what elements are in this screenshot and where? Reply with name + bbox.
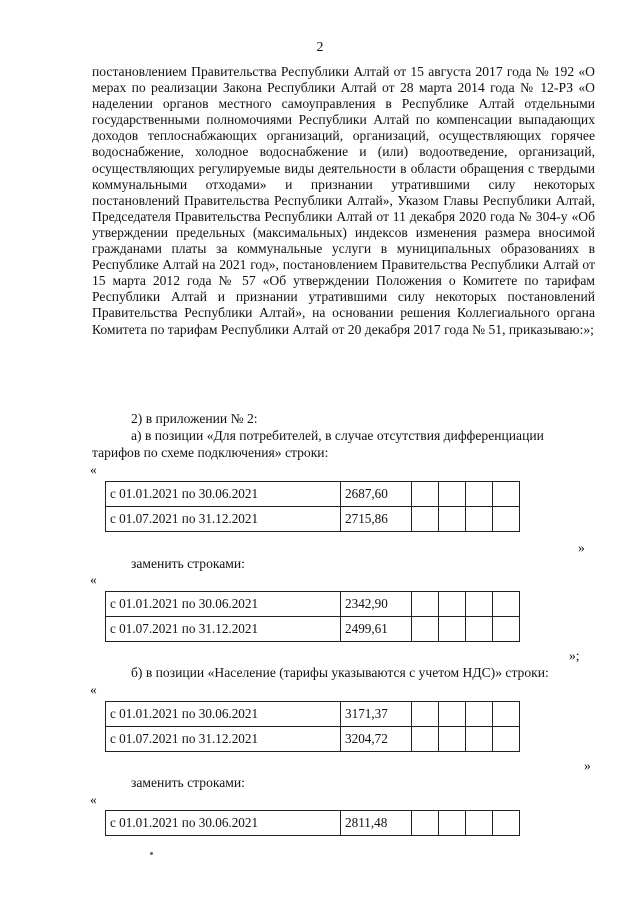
- period-cell: с 01.07.2021 по 31.12.2021: [106, 507, 341, 532]
- empty-cell: [412, 617, 439, 642]
- page-number: 2: [316, 40, 324, 55]
- table-row: [106, 507, 520, 532]
- empty-cell: [493, 727, 520, 752]
- open-quote: «: [90, 792, 97, 807]
- empty-cell: [466, 811, 493, 836]
- value-cell: 2687,60: [341, 482, 412, 507]
- empty-cell: [493, 482, 520, 507]
- period-cell: с 01.07.2021 по 31.12.2021: [106, 727, 341, 752]
- empty-cell: [439, 727, 466, 752]
- replace-label-2: заменить строками:: [131, 775, 245, 790]
- value-cell: 3204,72: [341, 727, 412, 752]
- empty-cell: [466, 482, 493, 507]
- open-quote: «: [90, 682, 97, 697]
- empty-cell: [466, 617, 493, 642]
- period-cell: с 01.01.2021 по 30.06.2021: [106, 811, 341, 836]
- period-cell: с 01.01.2021 по 30.06.2021: [106, 482, 341, 507]
- period-cell: с 01.07.2021 по 31.12.2021: [106, 617, 341, 642]
- table-a-new: [105, 591, 520, 642]
- body-paragraph: постановлением Правительства Республики Алтай от 15 августа 2017 года № 192 «О мерах по реализации Закона Республики Алтай от 28 марта 2014 года № 12-РЗ «О наделении органов местного самоуправления в Республике Алтай отдельными государственными полномочиями Республики Алтай по компенсации выпадающих доходов теплоснабжающих организаций, организаций, осуществляющих горячее водоснабжение, холодное водоснабжение и (или) водоотведение, организаций, осуществляющих регулируемые виды деятельности в области обращения с твердыми коммунальными отходами» и признании утратившими силу некоторых постановлений Правительства Республики Алтай», Указом Главы Республики Алтай, Председателя Правительства Республики Алтай от 11 декабря 2020 года № 304-у «Об утверждении предельных (максимальных) индексов изменения размера вносимой гражданами платы за коммунальные услуги в муниципальных образованиях в Республике Алтай на 2021 год», постановлением Правительства Республики Алтай от 15 марта 2012 года № 57 «Об утверждении Положения о Комитете по тарифам Республики Алтай и признании утратившими силу некоторых постановлений Правительства Республики Алтай», на основании решения Коллегиального органа Комитета по тарифам Республики Алтай от 20 декабря 2017 года № 51, приказываю:»;: [92, 64, 595, 337]
- empty-cell: [493, 507, 520, 532]
- close-quote-semicolon: »;: [569, 648, 580, 663]
- period-cell: с 01.01.2021 по 30.06.2021: [106, 702, 341, 727]
- empty-cell: [412, 727, 439, 752]
- empty-cell: [493, 811, 520, 836]
- empty-cell: [466, 592, 493, 617]
- empty-cell: [439, 507, 466, 532]
- empty-cell: [412, 592, 439, 617]
- empty-cell: [439, 702, 466, 727]
- value-cell: 2811,48: [341, 811, 412, 836]
- empty-cell: [412, 811, 439, 836]
- value-cell: 3171,37: [341, 702, 412, 727]
- close-quote: »: [584, 758, 591, 773]
- empty-cell: [439, 811, 466, 836]
- empty-cell: [412, 702, 439, 727]
- empty-cell: [439, 592, 466, 617]
- table-row: [106, 811, 520, 836]
- value-cell: 2342,90: [341, 592, 412, 617]
- item-a-line2: тарифов по схеме подключения» строки:: [92, 445, 329, 460]
- empty-cell: [466, 507, 493, 532]
- item-a-line1: а) в позиции «Для потребителей, в случае отсутствия дифференциации: [131, 428, 544, 443]
- open-quote: «: [90, 462, 97, 477]
- table-a-old: [105, 481, 520, 532]
- empty-cell: [466, 727, 493, 752]
- value-cell: 2499,61: [341, 617, 412, 642]
- empty-cell: [412, 482, 439, 507]
- empty-cell: [493, 617, 520, 642]
- table-row: [106, 702, 520, 727]
- item-b: б) в позиции «Население (тарифы указываются с учетом НДС)» строки:: [131, 665, 549, 680]
- empty-cell: [466, 702, 493, 727]
- table-row: [106, 482, 520, 507]
- empty-cell: [493, 592, 520, 617]
- empty-cell: [439, 482, 466, 507]
- open-quote: «: [90, 572, 97, 587]
- empty-cell: [493, 702, 520, 727]
- table-row: [106, 592, 520, 617]
- replace-label-1: заменить строками:: [131, 556, 245, 571]
- empty-cell: [412, 507, 439, 532]
- period-cell: с 01.01.2021 по 30.06.2021: [106, 592, 341, 617]
- table-row: [106, 727, 520, 752]
- table-row: [106, 617, 520, 642]
- value-cell: 2715,86: [341, 507, 412, 532]
- item-2: 2) в приложении № 2:: [131, 411, 258, 426]
- close-quote: »: [578, 540, 585, 555]
- table-b-new: [105, 810, 520, 836]
- scan-speck: [150, 852, 153, 855]
- empty-cell: [439, 617, 466, 642]
- table-b-old: [105, 701, 520, 752]
